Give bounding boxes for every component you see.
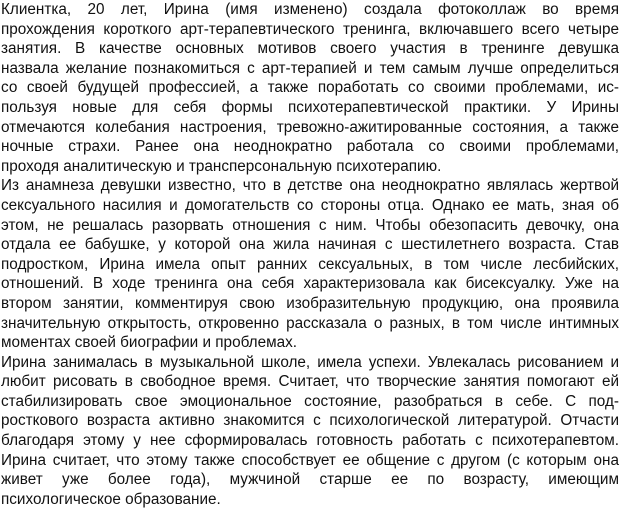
text-line: ночные страхи. Ранее она неоднократно работала со своими проблемами,	[1, 138, 619, 156]
paragraph-1	[1, 0, 619, 176]
text-line: росткового возраста активно знакомится с психологической литературой. Отчасти	[1, 412, 619, 430]
text-line: сексуального насилия и домогательств со стороны отца. Однако ее мать, зная об	[1, 196, 619, 214]
text-line: Ирина считает, что этому также способствует ее общение с другом (с которым она	[1, 451, 619, 469]
text-line: живет уже более года), мужчиной старше ее по возрасту, имеющим	[1, 471, 619, 489]
text-line: проходя аналитическую и трансперсональную психотерапию.	[1, 157, 442, 175]
text-line: Клиентка, 20 лет, Ирина (имя изменено) создала фотоколлаж во время	[1, 1, 619, 18]
text-line: Из анамнеза девушки известно, что в детстве она неоднократно являлась жертвой	[1, 177, 619, 195]
text-line: прохождения короткого арт-терапевтического тренинга, включавшего всего четыре	[1, 20, 619, 38]
text-line: втором занятии, комментируя свою изобразительную продукцию, она проявила	[1, 294, 619, 312]
text-line: подростком, Ирина имела опыт ранних сексуальных, в том числе лесбийских,	[1, 255, 619, 273]
text-line: стабилизировать свое эмоциональное состояние, разобраться в себе. С под-	[1, 392, 619, 410]
text-line: отдала ее бабушке, у которой она жила начиная с шестилетнего возраста. Став	[1, 236, 619, 254]
document-page	[1, 0, 619, 509]
text-line: назвала желание познакомиться с арт-терапией и тем самым лучше определиться	[1, 59, 619, 77]
text-line: занятия. В качестве основных мотивов своего участия в тренинге девушка	[1, 40, 619, 58]
text-line: Ирина занималась в музыкальной школе, имела успехи. Увлекалась рисованием и	[1, 353, 619, 371]
text-line: любит рисовать в свободное время. Считает, что творческие занятия помогают ей	[1, 373, 619, 391]
text-line: со своей будущей профессией, а также поработать со своими проблемами, ис-	[1, 79, 619, 97]
text-line: отмечаются колебания настроения, тревожно-ажитированные состояния, а также	[1, 118, 619, 136]
text-line: отношений. В ходе тренинга она себя характеризовала как бисексуалку. Уже на	[1, 275, 619, 293]
text-line: благодаря этому у нее сформировалась готовность работать с психотерапевтом.	[1, 432, 619, 450]
text-line: моментах своей биографии и проблемах.	[1, 334, 298, 352]
paragraph-3	[1, 353, 619, 509]
text-line: этом, не решалась разорвать отношения с ним. Чтобы обезопасить девочку, она	[1, 216, 619, 234]
paragraph-2	[1, 176, 619, 352]
text-line: значительную открытость, откровенно рассказала о разных, в том числе интимных	[1, 314, 619, 332]
text-line: психологическое образование.	[1, 490, 221, 508]
text-line: пользуя новые для себя формы психотерапевтической практики. У Ирины	[1, 98, 619, 116]
